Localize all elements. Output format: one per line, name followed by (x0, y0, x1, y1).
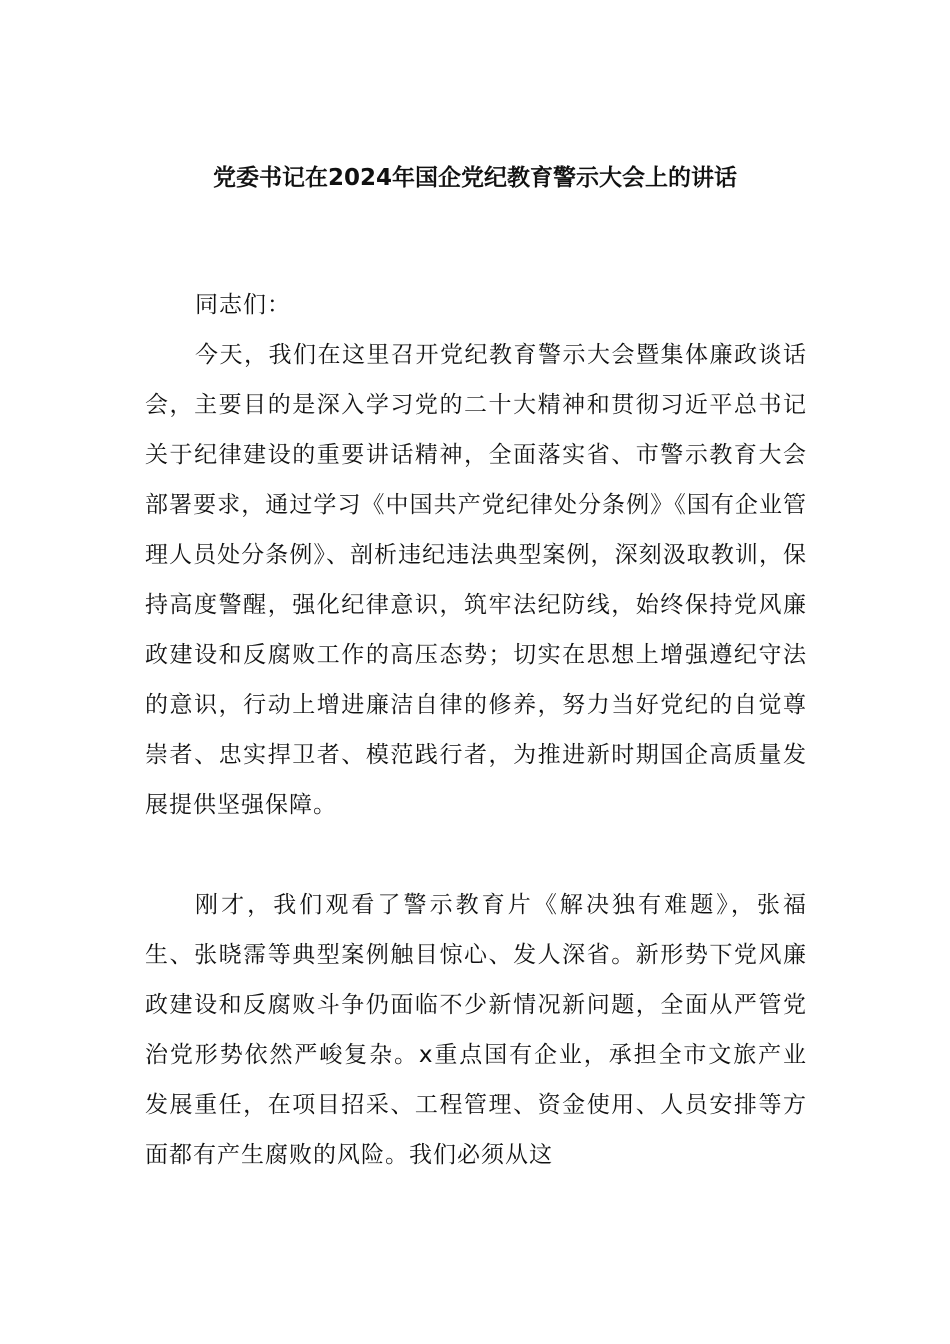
document-title: 党委书记在2024年国企党纪教育警示大会上的讲话 (212, 165, 737, 191)
paragraph-2: 刚才，我们观看了警示教育片《解决独有难题》，张福生、张晓霈等典型案例触目惊心、发人深省。新形势下党风廉政建设和反腐败斗争仍面临不少新情况新问题，全面从严管党治党形势依然严峻复杂。x重点国有企业，承担全市文旅产业发展重任，在项目招采、工程管理、资金使用、人员安排等方面都有产生腐败的风险。我们必须从这 (145, 892, 807, 1168)
paragraph-1: 今天，我们在这里召开党纪教育警示大会暨集体廉政谈话会，主要目的是深入学习党的二十大精神和贯彻习近平总书记关于纪律建设的重要讲话精神，全面落实省、市警示教育大会部署要求，通过学习《中国共产党纪律处分条例》《国有企业管理人员处分条例》、剖析违纪违法典型案例，深刻汲取教训，保持高度警醒，强化纪律意识，筑牢法纪防线，始终保持党风廉政建设和反腐败工作的高压态势；切实在思想上增强遵纪守法的意识，行动上增进廉洁自律的修养，努力当好党纪的自觉尊崇者、忠实捍卫者、模范践行者，为推进新时期国企高质量发展提供坚强保障。 (145, 342, 807, 818)
document-body (145, 280, 807, 1180)
salutation: 同志们： (195, 292, 291, 318)
